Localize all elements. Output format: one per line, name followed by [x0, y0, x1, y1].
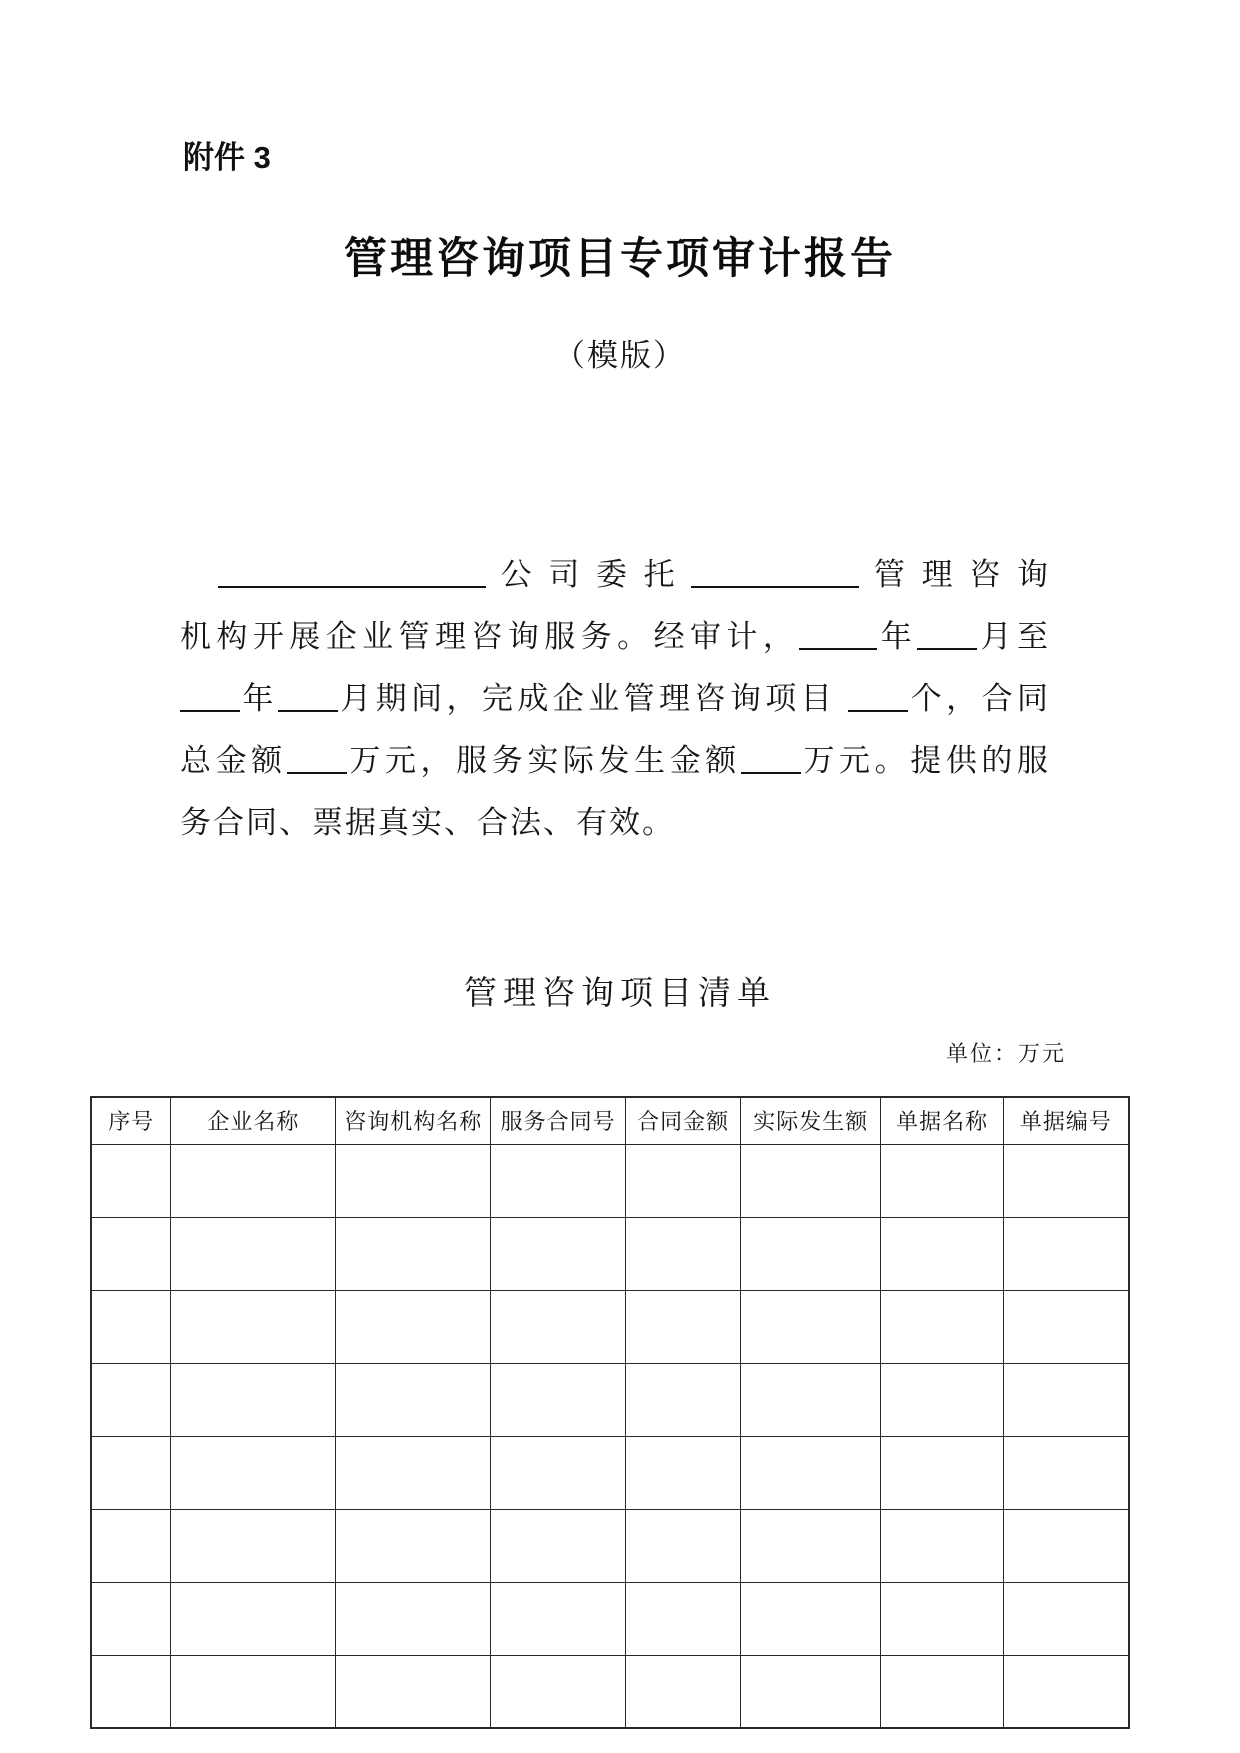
table-cell [171, 1144, 336, 1217]
table-cell [171, 1582, 336, 1655]
table-cell [1003, 1436, 1129, 1509]
table-cell [741, 1144, 881, 1217]
table-cell [1003, 1363, 1129, 1436]
table-cell [171, 1363, 336, 1436]
table-cell [491, 1436, 626, 1509]
table-row [91, 1655, 1129, 1728]
table-cell [171, 1436, 336, 1509]
table-cell [1003, 1655, 1129, 1728]
table-cell [91, 1436, 171, 1509]
table-header-cell: 企业名称 [171, 1097, 336, 1144]
table-row [91, 1363, 1129, 1436]
table-cell [741, 1582, 881, 1655]
table-cell [91, 1509, 171, 1582]
blank-field [691, 557, 859, 588]
table-cell [336, 1436, 491, 1509]
paragraph-line [180, 544, 1050, 606]
table-cell [171, 1290, 336, 1363]
text-segment: 务合同、票据真实、合法、有效。 [180, 805, 675, 840]
text-segment: 年 [240, 681, 278, 716]
table-cell [626, 1509, 741, 1582]
list-heading: 管理咨询项目清单 [464, 976, 776, 1012]
table-cell [881, 1509, 1003, 1582]
table-row [91, 1290, 1129, 1363]
table-cell [336, 1217, 491, 1290]
text-segment: 总金额 [180, 743, 287, 778]
table-cell [491, 1655, 626, 1728]
table-header-cell: 实际发生额 [741, 1097, 881, 1144]
table-cell [171, 1509, 336, 1582]
table-cell [881, 1655, 1003, 1728]
table-cell [171, 1655, 336, 1728]
table-cell [1003, 1144, 1129, 1217]
table-cell [881, 1436, 1003, 1509]
paragraph-line [180, 668, 1050, 730]
table-cell [881, 1144, 1003, 1217]
table-cell [1003, 1582, 1129, 1655]
text-segment: 管理咨询 [859, 557, 1051, 592]
body-paragraph [180, 544, 1050, 854]
table-body [91, 1144, 1129, 1728]
table-cell [336, 1509, 491, 1582]
text-segment: 年 [877, 619, 918, 654]
table-cell [91, 1582, 171, 1655]
table-row [91, 1509, 1129, 1582]
blank-field [218, 557, 486, 588]
text-segment: 个，合同 [908, 681, 1051, 716]
table-cell [1003, 1509, 1129, 1582]
table-cell [91, 1655, 171, 1728]
blank-field [741, 743, 801, 774]
blank-field [848, 681, 908, 712]
projects-table [90, 1096, 1130, 1729]
table-header-cell: 服务合同号 [491, 1097, 626, 1144]
table-cell [626, 1655, 741, 1728]
table-cell [626, 1363, 741, 1436]
blank-field [799, 619, 877, 650]
table-row [91, 1144, 1129, 1217]
table-cell [336, 1144, 491, 1217]
table-cell [1003, 1217, 1129, 1290]
table-cell [741, 1290, 881, 1363]
table-cell [336, 1363, 491, 1436]
table-cell [741, 1363, 881, 1436]
table-cell [626, 1582, 741, 1655]
document-title: 管理咨询项目专项审计报告 [344, 235, 896, 283]
attachment-label: 附件 3 [183, 140, 271, 175]
table-cell [881, 1582, 1003, 1655]
table-row [91, 1436, 1129, 1509]
table-cell [626, 1436, 741, 1509]
table-cell [741, 1509, 881, 1582]
text-segment: 公司委托 [486, 557, 692, 592]
table-cell [491, 1363, 626, 1436]
table-header-cell: 单据编号 [1003, 1097, 1129, 1144]
table-cell [741, 1436, 881, 1509]
table-cell [1003, 1290, 1129, 1363]
blank-field [278, 681, 338, 712]
table-cell [336, 1655, 491, 1728]
table-cell [741, 1217, 881, 1290]
table-cell [91, 1144, 171, 1217]
blank-field [180, 681, 240, 712]
text-segment: 万元。提供的服 [800, 743, 1051, 778]
document-subtitle: （模版） [554, 338, 686, 373]
paragraph-line [180, 606, 1050, 668]
table-cell [336, 1582, 491, 1655]
table-cell [491, 1144, 626, 1217]
table-header-cell: 单据名称 [881, 1097, 1003, 1144]
table-cell [626, 1217, 741, 1290]
table-header-cell: 咨询机构名称 [336, 1097, 491, 1144]
table-cell [491, 1509, 626, 1582]
table-row [91, 1582, 1129, 1655]
table-cell [626, 1144, 741, 1217]
text-segment: 月期间，完成企业管理咨询项目 [337, 681, 849, 716]
table-cell [881, 1290, 1003, 1363]
table-cell [336, 1290, 491, 1363]
table-cell [91, 1290, 171, 1363]
table-cell [881, 1363, 1003, 1436]
blank-field [917, 619, 977, 650]
table-cell [881, 1217, 1003, 1290]
text-segment: 万元，服务实际发生金额 [346, 743, 741, 778]
blank-field [287, 743, 347, 774]
table-cell [91, 1363, 171, 1436]
table-cell [491, 1582, 626, 1655]
table-cell [741, 1655, 881, 1728]
table-header-cell: 序号 [91, 1097, 171, 1144]
table-header-row [91, 1097, 1129, 1144]
paragraph-line [180, 730, 1050, 792]
table-header-cell: 合同金额 [626, 1097, 741, 1144]
paragraph-line [180, 792, 1050, 854]
table-cell [91, 1217, 171, 1290]
table-cell [626, 1290, 741, 1363]
text-segment: 月至 [977, 619, 1051, 654]
table-cell [491, 1217, 626, 1290]
text-segment: 机构开展企业管理咨询服务。经审计， [180, 619, 800, 654]
table-cell [491, 1290, 626, 1363]
unit-label: 单位：万元 [945, 1041, 1066, 1066]
table-cell [171, 1217, 336, 1290]
table-row [91, 1217, 1129, 1290]
